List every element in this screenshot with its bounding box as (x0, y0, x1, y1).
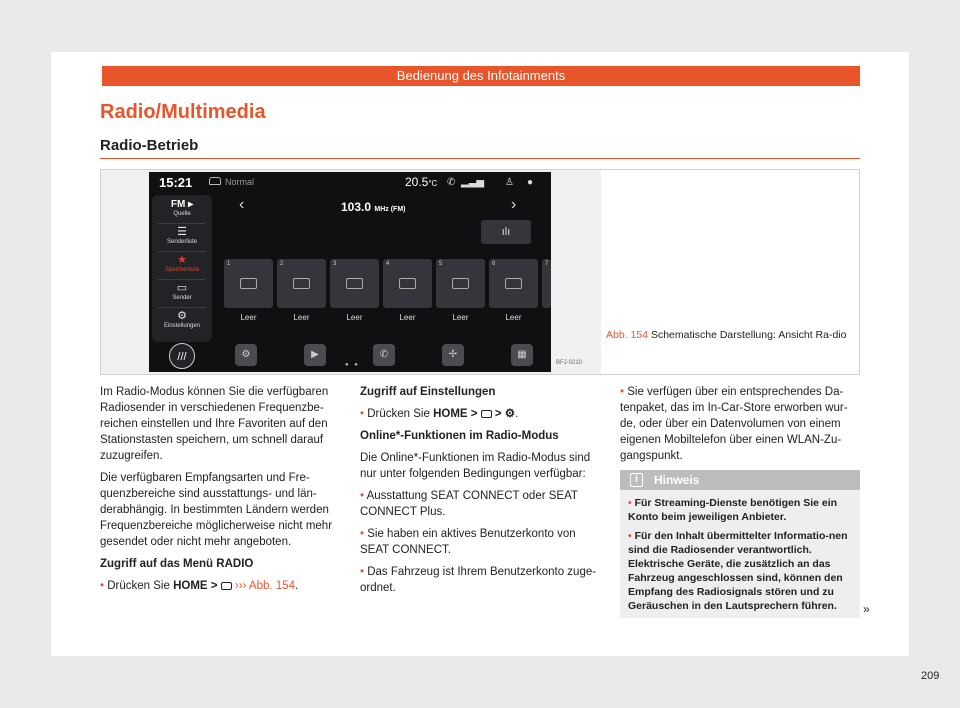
bullet-item: • Das Fahrzeug ist Ihrem Benutzerkonto zuge-ordnet. (360, 564, 606, 596)
apps-icon[interactable]: ▦ (511, 344, 533, 366)
text-column-1 (100, 384, 346, 600)
subsection-rule (100, 158, 860, 159)
page-number: 209 (921, 670, 940, 682)
section-title: Radio/Multimedia (100, 101, 266, 123)
preset-label: Leer (240, 313, 257, 322)
phone-status-icon: ✆ (447, 177, 456, 188)
text-column-3 (620, 384, 860, 470)
radio-icon (240, 278, 257, 289)
preset-tile[interactable]: 6 (489, 259, 538, 308)
preset-tile[interactable]: 3 (330, 259, 379, 308)
paragraph: Im Radio-Modus können Sie die verfügbaren Radiosender in verschiedenen Frequenzbe-reichen einstellen und Ihre Favoriten auf den Stationstasten speichern, um schnell darauf zuzugreifen. (100, 386, 329, 462)
continue-mark: » (863, 602, 870, 616)
paragraph: Die verfügbaren Empfangsarten und Fre-quenzbereiche sind ausstattungs- und län-derabhängig. In bestimmten Ländern werden Frequenzbereiche möglicherweise nicht mehr gesendet oder nicht mehr angeboten. (100, 472, 333, 548)
hint-header: i Hinweis (620, 470, 860, 490)
figure-image (101, 170, 601, 374)
preset-tile[interactable]: 4 (383, 259, 432, 308)
preset-tile-overflow[interactable]: 7 (542, 259, 551, 308)
radio-icon (346, 278, 363, 289)
radio-icon (399, 278, 416, 289)
subheading: Zugriff auf das Menü RADIO (100, 558, 254, 570)
manual-page (51, 52, 940, 682)
figure-caption: Abb. 154 Schematische Darstellung: Ansicht Ra-dio (606, 329, 847, 341)
prev-station-button[interactable]: ‹ (239, 196, 245, 213)
hint-body (628, 496, 856, 618)
paragraph: Die Online*-Funktionen im Radio-Modus sind nur unter folgenden Bedingungen verfügbar: (360, 452, 591, 480)
subheading: Zugriff auf Einstellungen (360, 386, 496, 398)
radio-sidebar (152, 195, 212, 342)
bullet-item: • Für Streaming-Dienste benötigen Sie ein Konto beim jeweiligen Anbieter. (628, 496, 856, 524)
sidebar-item-sender[interactable]: ▭ Sender (156, 282, 208, 301)
fm-source-icon: FM ▸ (170, 199, 194, 210)
bullet-item: • Für den Inhalt übermittelter Informatio-nen sind die Radiosender verantwortlich. Elektrische Geräte, die zusätzlich an das Fahrzeug angeschlossen sind, können den Empfang des Radiosignals stören und zu Geräuschen in den Lautsprechern führen. (628, 529, 856, 613)
equalizer-button[interactable]: ılı (481, 220, 531, 244)
sidebar-item-senderliste[interactable]: ☰ Senderliste (156, 226, 208, 245)
bullet-item: • Ausstattung SEAT CONNECT oder SEAT CONNECT Plus. (360, 488, 606, 520)
sidebar-item-quelle[interactable]: FM ▸ Quelle (156, 198, 208, 217)
radio-icon (221, 582, 232, 590)
car-icon (209, 177, 221, 185)
gear-icon: ⚙ (177, 310, 187, 322)
sidebar-item-speicherliste[interactable]: ★ Speicherliste (156, 254, 208, 273)
next-station-button[interactable]: › (511, 196, 517, 213)
radio-icon (481, 410, 492, 418)
chapter-header: Bedienung des Infotainments (102, 66, 860, 86)
hint-box (620, 470, 860, 618)
subheading: Online*-Funktionen im Radio-Modus (360, 430, 559, 442)
list-icon: ☰ (177, 226, 187, 238)
bullet-item: • Drücken Sie HOME > ››› Abb. 154. (100, 578, 346, 594)
figure-link[interactable]: ››› Abb. 154 (231, 580, 295, 592)
preset-tile[interactable]: 1 (224, 259, 273, 308)
text-column-2 (360, 384, 606, 602)
climate-icon[interactable]: /// (169, 343, 195, 369)
bullet-item: • Drücken Sie HOME > > ⚙. (360, 406, 606, 422)
frequency-row (229, 196, 529, 218)
bullet-item: • Sie verfügen über ein entsprechendes Da-tenpaket, das im In-Car-Store erworben wur-de, oder über ein Datenvolumen von einem eigenen Mobiltelefon über einen WLAN-Zu-gangspunkt. (620, 384, 860, 464)
star-icon: ★ (177, 254, 187, 266)
settings-icon[interactable]: ⚙ (235, 344, 257, 366)
preset-label: Leer (399, 313, 416, 322)
signal-icon: ▂▃▅ (461, 177, 485, 188)
sidebar-item-einstellungen[interactable]: ⚙ Einstellungen (156, 310, 208, 329)
notification-icon: ● (527, 177, 534, 188)
figure-code: BFJ-0210 (556, 360, 583, 366)
bullet-item: • Sie haben ein aktives Benutzerkonto von SEAT CONNECT. (360, 526, 606, 558)
radio-icon (505, 278, 522, 289)
radio-icon (452, 278, 469, 289)
subsection-title: Radio-Betrieb (100, 137, 199, 154)
user-icon: ♙ (505, 177, 514, 188)
fan-icon[interactable]: ✢ (442, 344, 464, 366)
clock: 15:21 (159, 175, 193, 190)
page-dots: ● ● (345, 362, 360, 368)
radio-icon (293, 278, 310, 289)
info-icon: i (630, 473, 643, 487)
preset-label: Leer (293, 313, 310, 322)
preset-tile[interactable]: 2 (277, 259, 326, 308)
preset-label: Leer (452, 313, 469, 322)
phone-icon[interactable]: ✆ (373, 344, 395, 366)
preset-tile[interactable]: 5 (436, 259, 485, 308)
infotainment-display (149, 172, 551, 372)
radio-icon: ▭ (176, 282, 188, 294)
preset-label: Leer (505, 313, 522, 322)
status-bar (149, 172, 551, 192)
drive-mode: Normal (225, 177, 255, 187)
play-icon[interactable]: ▶ (304, 344, 326, 366)
preset-label: Leer (346, 313, 363, 322)
outside-temperature: 20.5°C (405, 175, 438, 189)
current-frequency: 103.0 MHz (FM) (341, 200, 406, 214)
